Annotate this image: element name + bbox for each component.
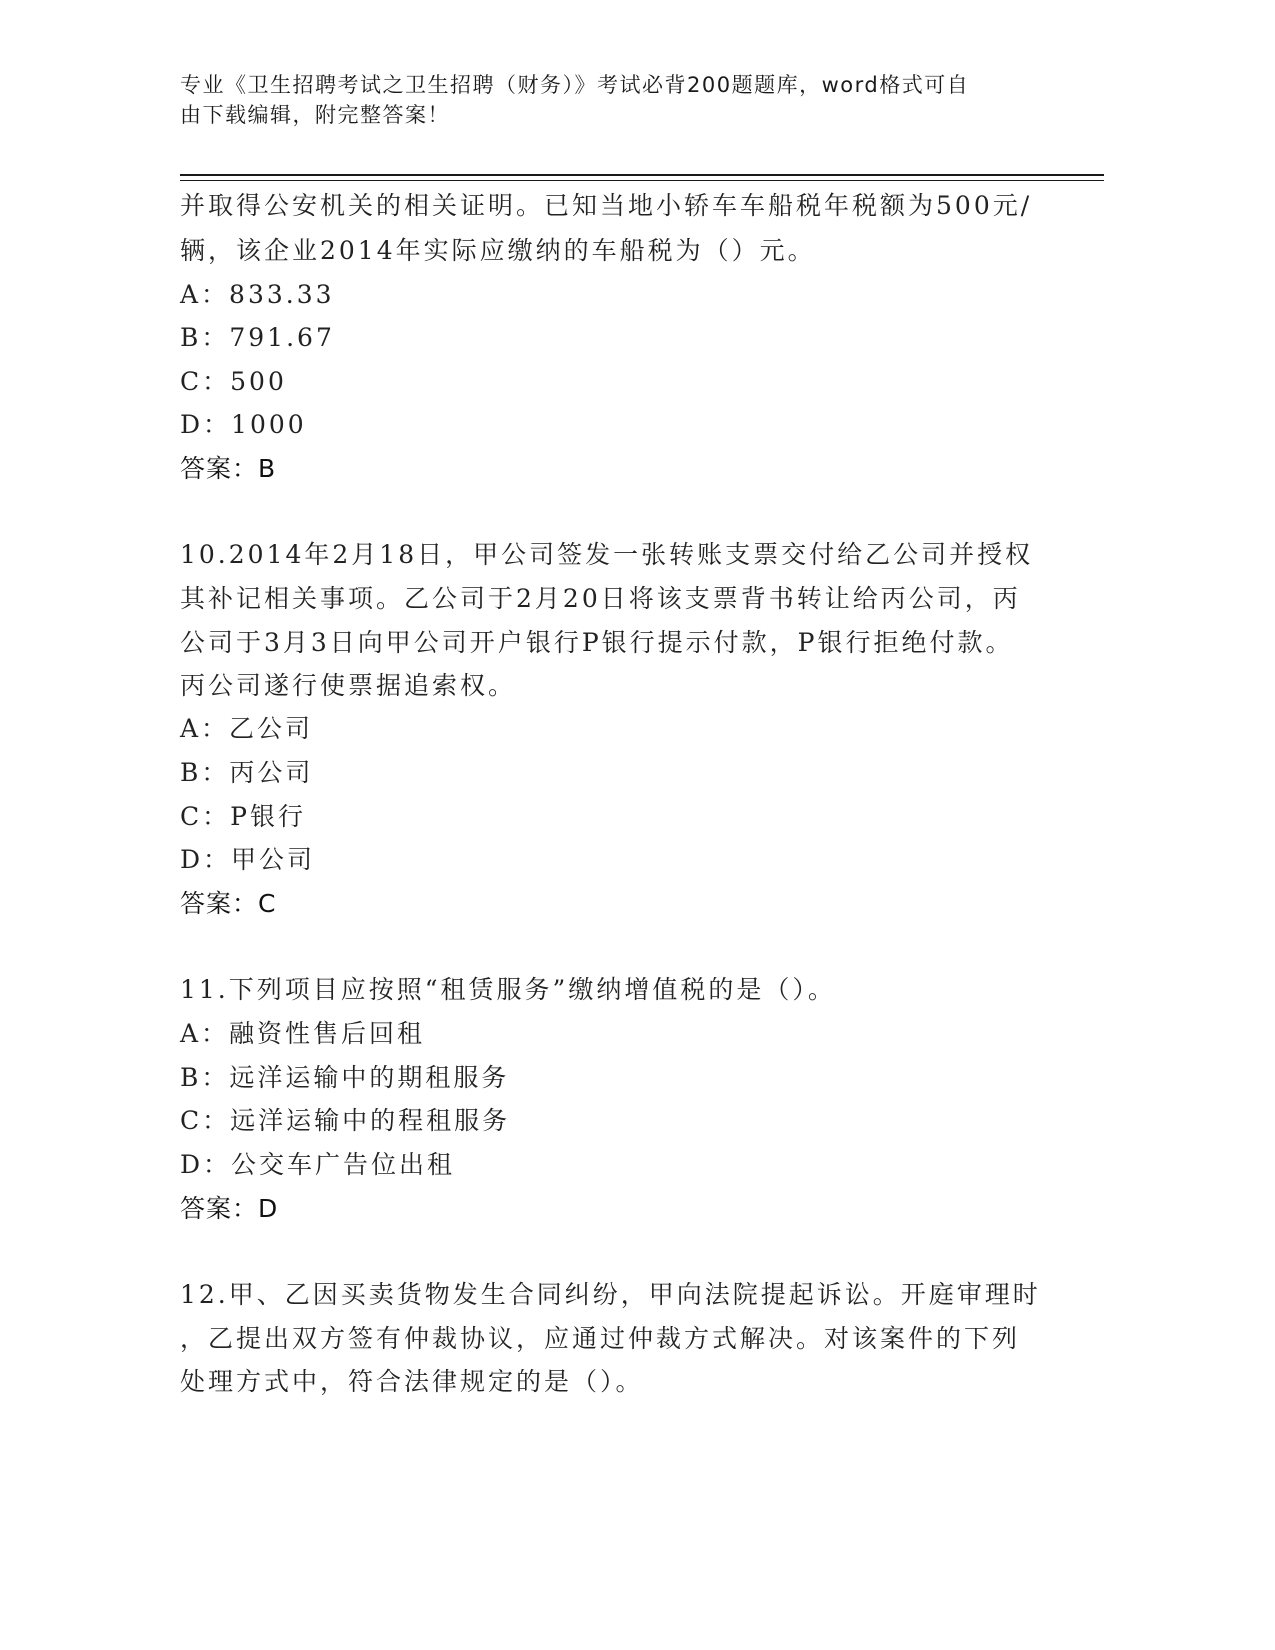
q10-answer: 答案：C xyxy=(180,889,277,918)
q10-option-d: D：甲公司 xyxy=(180,845,316,874)
q9-option-d: D：1000 xyxy=(180,410,307,439)
q11-option-c: C：远洋运输中的程租服务 xyxy=(180,1106,511,1135)
q11-option-b: B：远洋运输中的期租服务 xyxy=(180,1063,510,1092)
q12-text-line: 处理方式中，符合法律规定的是（）。 xyxy=(180,1367,644,1396)
q9-text-line: 辆，该企业2014年实际应缴纳的车船税为（）元。 xyxy=(180,236,816,265)
q10-text-line: 公司于3月3日向甲公司开户银行P银行提示付款，P银行拒绝付款。 xyxy=(180,628,1014,657)
q11-option-d: D：公交车广告位出租 xyxy=(180,1150,456,1179)
q10-option-a: A：乙公司 xyxy=(180,714,314,743)
q10-option-b: B：丙公司 xyxy=(180,758,314,787)
q12-text-line: 12.甲、乙因买卖货物发生合同纠纷，甲向法院提起诉讼。开庭审理时 xyxy=(180,1280,1041,1309)
q11-answer: 答案：D xyxy=(180,1194,279,1223)
header-divider-thin xyxy=(180,180,1104,181)
q11-text-line: 11.下列项目应按照“租赁服务”缴纳增值税的是（）。 xyxy=(180,975,836,1004)
q9-option-a: A：833.33 xyxy=(180,280,335,309)
header-line-1: 专业《卫生招聘考试之卫生招聘（财务）》考试必背200题题库，word格式可自 xyxy=(180,73,970,97)
q12-text-line: ，乙提出双方签有仲裁协议，应通过仲裁方式解决。对该案件的下列 xyxy=(180,1324,1021,1353)
q9-answer: 答案：B xyxy=(180,454,277,483)
q10-text-line: 丙公司遂行使票据追索权。 xyxy=(180,671,517,700)
q9-option-c: C：500 xyxy=(180,367,287,396)
header-line-2: 由下载编辑，附完整答案！ xyxy=(180,103,450,127)
q9-option-b: B：791.67 xyxy=(180,323,335,352)
document-header xyxy=(180,70,1040,130)
q10-text-line: 其补记相关事项。乙公司于2月20日将该支票背书转让给丙公司，丙 xyxy=(180,584,1021,613)
header-divider-thick xyxy=(180,174,1104,176)
q9-text-line: 并取得公安机关的相关证明。已知当地小轿车车船税年税额为500元/ xyxy=(180,191,1033,220)
q10-text-line: 10.2014年2月18日，甲公司签发一张转账支票交付给乙公司并授权 xyxy=(180,540,1034,569)
q10-option-c: C：P银行 xyxy=(180,802,306,831)
q11-option-a: A：融资性售后回租 xyxy=(180,1019,426,1048)
